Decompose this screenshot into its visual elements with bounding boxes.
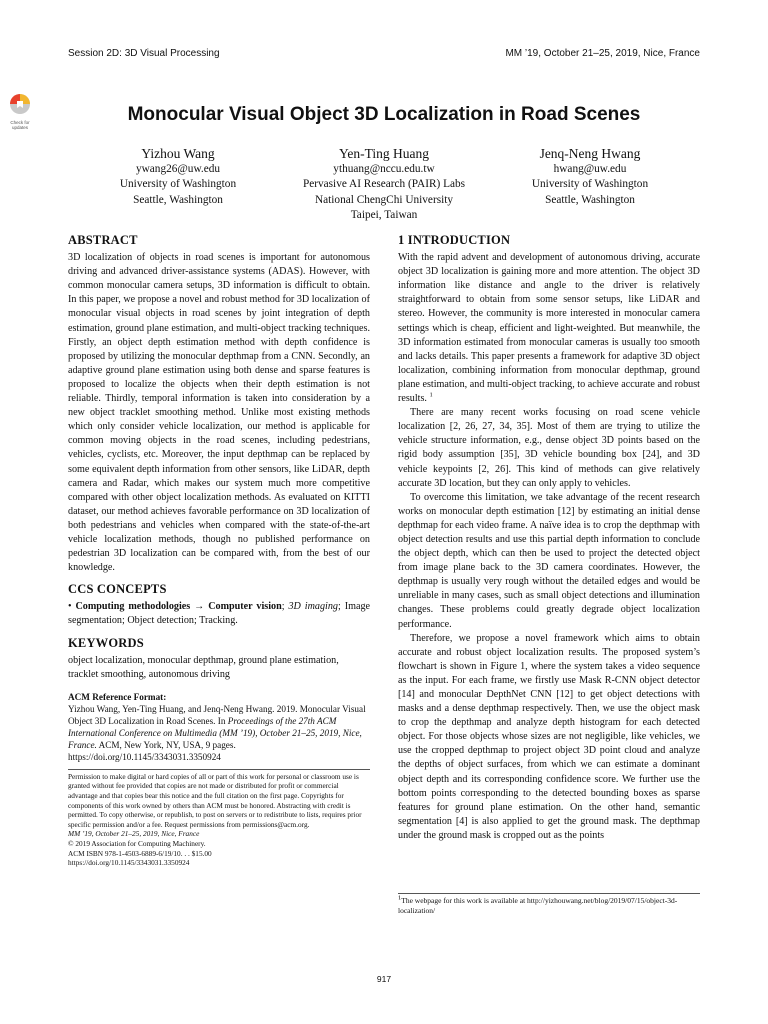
badge-line-2: updates: [11, 125, 28, 130]
author-affiliation: National ChengChi University: [314, 193, 454, 206]
intro-paragraph-2: There are many recent works focusing on road scene vehicle localization [2, 26, 27, 34, 35]. Most of them are trying to utilize the vehicle structure information, e.g., dense object 3D points based on the rigid body assumption [35], 3D vehicle bounding box [24], and 3D vehicle keypoints [2, 26]. This kind of methods can give relatively accurate 3D location, but they can only apply to vehicles.: [398, 407, 700, 489]
ccs-bullet: •: [68, 601, 72, 613]
intro-p1-text: With the rapid advent and development of autonomous driving, accurate object 3D localization is gaining more and more attention. The object 3D information like distance and angle to the driver is relatively straightforward to obtain from some sensor setups, like LiDAR and stereo. However, the community is more interested in monocular camera settings which is cheap, efficient and light-weighted. But meanwhile, the 3D information estimated from monocular cameras is usually too smooth and lacks details. This paper presents a framework for adaptive 3D object localization, combining information from monocular depthmap, ground plane estimation, and multi-object tracking, to achieve accurate and robust results.: [398, 252, 700, 405]
doi-link[interactable]: https://doi.org/10.1145/3343031.3350924: [68, 858, 190, 868]
author-location: Seattle, Washington: [545, 193, 635, 206]
acm-ref-proceedings: Proceedings of the 27th ACM International Conference on Multimedia (MM ’19), October 21–25, 2019, Nice, France.: [68, 715, 362, 750]
author-block: [485, 146, 695, 208]
author-location: Seattle, Washington: [133, 193, 223, 206]
author-affiliation: Pervasive AI Research (PAIR) Labs: [302, 178, 466, 190]
ccs-separator: ;: [281, 601, 289, 613]
author-affiliation: University of Washington: [531, 178, 649, 190]
ccs-imaging: 3D imaging: [288, 601, 338, 613]
acm-reference: [68, 703, 370, 763]
acm-reference-heading: ACM Reference Format:: [68, 691, 167, 702]
author-email[interactable]: ythuang@nccu.edu.tw: [333, 162, 435, 175]
badge-line-1: Check for: [10, 120, 30, 125]
author-email[interactable]: hwang@uw.edu: [553, 162, 627, 175]
author-name: Yen-Ting Huang: [338, 146, 430, 161]
author-location: Taipei, Taiwan: [350, 209, 418, 221]
running-header-session: Session 2D: 3D Visual Processing: [68, 48, 220, 59]
permission-notice: [68, 769, 370, 868]
keywords-heading: KEYWORDS: [68, 635, 144, 650]
intro-paragraph-1: [398, 251, 700, 406]
author-affiliation: University of Washington: [119, 178, 237, 190]
author-name: Jenq-Neng Hwang: [539, 146, 641, 161]
acm-ref-publisher: ACM, New York, NY, USA, 9 pages. https://doi.org/10.1145/3343031.3350924: [68, 739, 236, 762]
footnote: [398, 893, 700, 915]
introduction-heading: 1 INTRODUCTION: [398, 233, 511, 247]
paper-title: Monocular Visual Object 3D Localization in Road Scenes: [127, 104, 641, 125]
keywords-text: object localization, monocular depthmap, ground plane estimation, tracklet smoothing, autonomous driving: [68, 654, 339, 680]
left-column: [68, 233, 370, 868]
ccs-primary: Computing methodologies → Computer vision: [75, 601, 282, 613]
right-column: [398, 233, 700, 843]
author-block: [279, 146, 489, 224]
running-header-conference: MM ’19, October 21–25, 2019, Nice, France: [505, 48, 700, 59]
permission-conference: MM ’19, October 21–25, 2019, Nice, France: [68, 829, 200, 839]
ccs-concepts: [68, 600, 370, 628]
ccs-rest: ; Image segmentation; Object detection; Tracking.: [68, 601, 371, 627]
author-block: [73, 146, 283, 208]
abstract-text: 3D localization of objects in road scenes is important for autonomous driving and advanced driver-assistance systems (ADAS). However, with common monocular camera setups, 3D information is difficult to obtain. In this paper, we propose a novel and robust method for 3D localization of monocular visual objects in road scenes by joint integration of depth estimation, ground plane estimation, and multi-object tracking techniques. Firstly, an object depth estimation method with depth confidence is proposed by utilizing the monocular depthmap from a CNN. Secondly, an adaptive ground plane estimation using both dense and sparse features is proposed to localize the objects when their depth estimation is not reliable. Thirdly, temporal information is taken into consideration by a new object tracklet smoothing method. Unlike most existing methods which only consider vehicle localization, our method is applicable for common moving objects in the road scenes, including pedestrians, vehicles, cyclists, etc. Moreover, the input depthmap can be replaced by some equivalent depth information from other sensors, like LiDAR, depth camera and Radar, which makes our system much more competitive compared with other object localization methods. As evaluated on KITTI dataset, our method achieves favorable performance on 3D localization of both pedestrians and vehicles when compared with the state-of-the-art vehicle localization methods, though no published performance on pedestrian 3D localization can be compared with, from the best of our knowledge.: [68, 252, 370, 574]
footnote-text: The webpage for this work is available at http://yizhouwang.net/blog/2019/07/15/object-3d-localization/: [398, 896, 678, 915]
acm-ref-authors: Yizhou Wang, Yen-Ting Huang, and Jenq-Neng Hwang. 2019. Monocular Visual Object 3D Localization in Road Scenes. In: [68, 703, 366, 726]
footnote-number: 1: [398, 894, 402, 902]
intro-paragraph-4: Therefore, we propose a novel framework which aims to obtain accurate and robust object localization results. The proposed system’s flowchart is shown in Figure 1, where the system takes a video sequence as the input. For each frame, we firstly use Mask R-CNN object detector [14] and monocular DepthNet CNN [12] to get object detections with masks and a dense depthmap respectively. Then, we use the object mask to crop the depthmap and analyze depth histogram for each detected object. For those objects whose sizes are not negligible, like vehicles, we use the cropped depthmap to project object 3D point cloud and analyze the depths of object surfaces, from which we can estimate a dominant object depth and its corresponding confidence score. We further use the bottom points corresponding to the detected bounding boxes as sparse features for ground plane estimation. On the other hand, semantic segmentation [4] is also applied to get the ground mask. The depthmap under the ground mask is cropped out as the points: [398, 632, 700, 841]
abstract-heading: ABSTRACT: [68, 233, 138, 247]
intro-paragraph-3: To overcome this limitation, we take advantage of the recent research works on monocular depth estimation [12] by estimating an initial dense depthmap for each video frame. A naïve idea is to crop the depthmap with object detection results and use this partial depth information to conclude the object depth, which can then be used to project the detected object from image plane back to the 3D camera coordinates. However, the depthmap is usually very rough without the detailed edges and would be unreliable in many cases, such as small object detections and illumination changes. These problems could greatly degrade object localization performance.: [398, 491, 700, 630]
isbn: ACM ISBN 978-1-4503-6889-6/19/10. . . $15.00: [68, 848, 212, 858]
page-number: 917: [376, 974, 392, 984]
ccs-heading: CCS CONCEPTS: [68, 582, 167, 597]
permission-text: Permission to make digital or hard copies of all or part of this work for personal or classroom use is granted without fee provided that copies are not made or distributed for profit or commercial advantage and that copies bear this notice and the full citation on the first page. Copyrights for components of this work owned by others than ACM must be honored. Abstracting with credit is permitted. To copy otherwise, or republish, to post on servers or to redistribute to lists, requires prior specific permission and/or a fee. Request permissions from permissions@acm.org.: [68, 771, 362, 829]
footnote-marker[interactable]: 1: [429, 391, 433, 399]
author-name: Yizhou Wang: [141, 146, 215, 161]
author-email[interactable]: ywang26@uw.edu: [135, 162, 221, 175]
copyright: © 2019 Association for Computing Machinery.: [68, 838, 206, 848]
